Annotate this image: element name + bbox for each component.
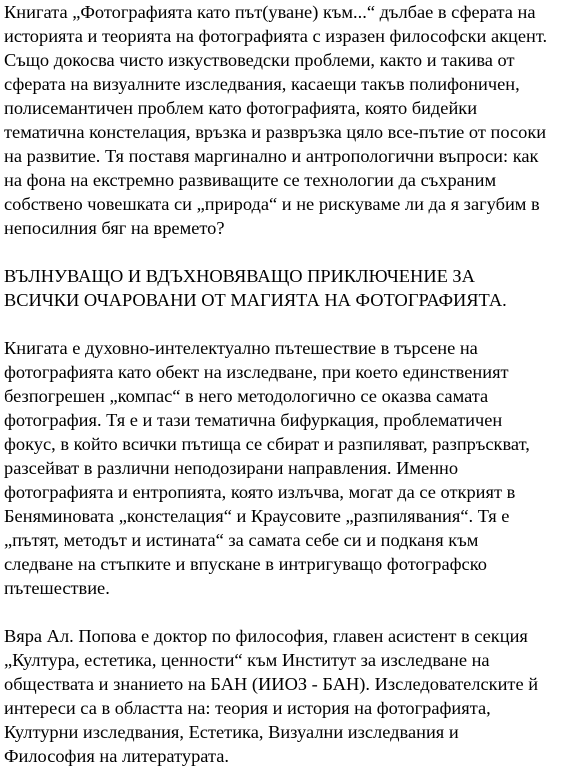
text-line: обществата и знанието на БАН (ИИОЗ - БАН). Изследователските й	[4, 674, 539, 694]
text-line: собствено човешката си „природа“ и не рискуваме ли да я загубим в	[4, 194, 540, 214]
text-line: фотографията като обект на изследване, при което единственият	[4, 362, 509, 382]
text-line: Философия на литературата.	[4, 746, 229, 766]
author-bio-paragraph	[4, 624, 576, 768]
text-line: разсейват в различни неподозирани направления. Именно	[4, 458, 459, 478]
text-line: непосилния бяг на времето?	[4, 218, 225, 238]
text-line: интереси са в областта на: теория и история на фотографията,	[4, 698, 491, 718]
text-line: на фона на екстремно развиващите се технологии да съхраним	[4, 170, 497, 190]
text-line: Вяра Ал. Попова е доктор по философия, главен асистент в секция	[4, 626, 528, 646]
text-line: Беняминовата „констелация“ и Краусовите „разпилявания“. Тя е	[4, 506, 510, 526]
text-line: Културни изследвания, Естетика, Визуални изследвания и	[4, 722, 459, 742]
heading-line: ВСИЧКИ ОЧАРОВАНИ ОТ МАГИЯТА НА ФОТОГРАФИЯТА.	[4, 290, 507, 310]
body-paragraph	[4, 336, 576, 600]
paragraph-gap	[4, 600, 576, 624]
paragraph-gap	[4, 240, 576, 264]
text-line: Книгата е духовно-интелектуално пътешествие в търсене на	[4, 338, 478, 358]
document-body	[4, 0, 576, 768]
text-line: следване на стъпките и впускане в интригуващо фотографско	[4, 554, 487, 574]
intro-paragraph	[4, 0, 576, 240]
text-line: фокус, в който всички пътища се сбират и разпиляват, разпръскват,	[4, 434, 530, 454]
text-line: „Култура, естетика, ценности“ към Институт за изследване на	[4, 650, 490, 670]
text-line: Също докосва чисто изкуствоведски проблеми, както и такива от	[4, 50, 515, 70]
text-line: фотографията и ентропията, която излъчва, могат да се открият в	[4, 482, 516, 502]
paragraph-gap	[4, 312, 576, 336]
text-line: „пътят, методът и истината“ за самата себе си и подканя към	[4, 530, 479, 550]
text-line: Книгата „Фотографията като път(уване) към...“ дълбае в сферата на	[4, 2, 536, 22]
text-line: тематична констелация, връзка и развръзка цяло все-пътие от посоки	[4, 122, 547, 142]
text-line: историята и теорията на фотографията с изразен философски акцент.	[4, 26, 548, 46]
text-line: сферата на визуалните изследвания, касаещи такъв полифоничен,	[4, 74, 520, 94]
text-line: пътешествие.	[4, 578, 110, 598]
text-line: полисемантичен проблем като фотографията, която бидейки	[4, 98, 478, 118]
section-heading	[4, 264, 576, 312]
text-line: безпогрешен „компас“ в него методологично се оказва самата	[4, 386, 489, 406]
text-line: на развитие. Тя поставя маргинално и антропологични въпроси: как	[4, 146, 539, 166]
heading-line: ВЪЛНУВАЩО И ВДЪХНОВЯВАЩО ПРИКЛЮЧЕНИЕ ЗА	[4, 266, 475, 286]
text-line: фотография. Тя е и тази тематична бифуркация, проблематичен	[4, 410, 503, 430]
